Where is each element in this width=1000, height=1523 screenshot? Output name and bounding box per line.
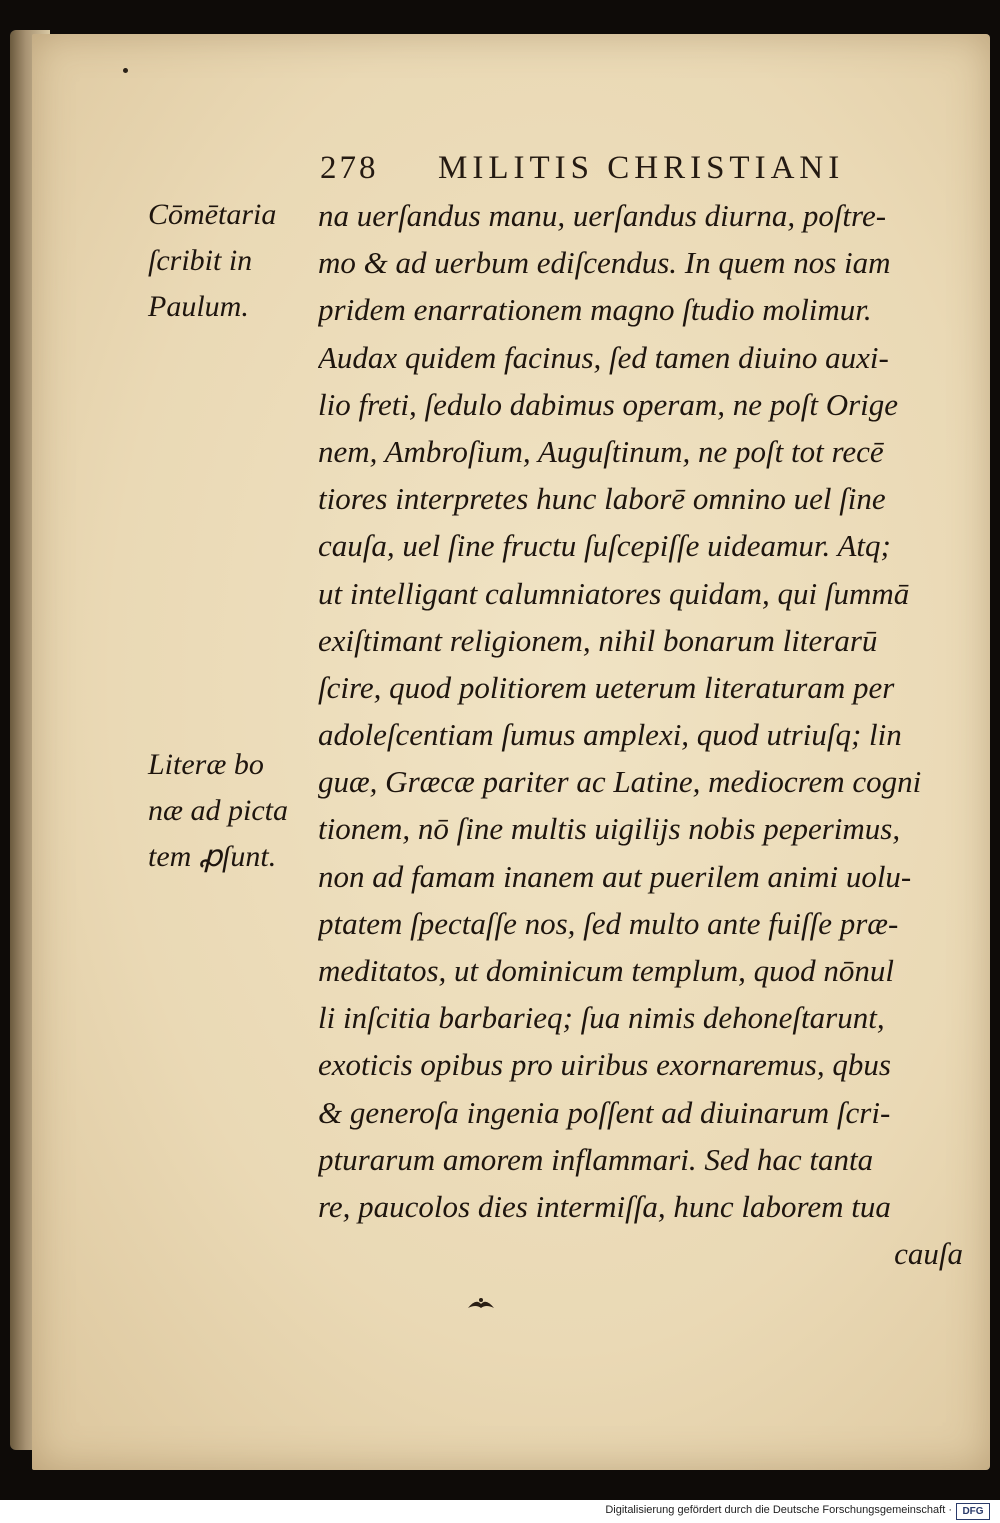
text-line: li inſcitia barbarieq; ſua nimis dehoneſtarunt, (318, 1000, 885, 1036)
text-line: lio freti, ſedulo dabimus operam, ne poſt Orige (318, 386, 899, 422)
digitization-footer (0, 1500, 1000, 1523)
margin-note-line: Literæ bo (148, 748, 264, 781)
margin-note-line: Paulum. (148, 290, 249, 323)
text-line: adoleſcentiam ſumus amplexi, quod utriuſq; lin (318, 717, 902, 753)
text-line: guæ, Græcæ pariter ac Latine, mediocrem cogni (318, 764, 922, 800)
main-text-block (318, 192, 963, 1277)
dfg-logo-icon: DFG (956, 1503, 990, 1520)
text-line: exoticis opibus pro uiribus exornaremus, qbus (318, 1047, 891, 1083)
text-line: non ad famam inanem aut puerilem animi uolu- (318, 858, 912, 894)
margin-note-commentaria (148, 192, 318, 330)
margin-note-line: næ ad picta (148, 794, 288, 827)
text-line: & generoſa ingenia poſſent ad diuinarum ſcri- (318, 1094, 891, 1130)
text-line: ut intelligant calumniatores quidam, qui ſummā (318, 575, 910, 611)
margin-note-line: Cōmētaria (148, 198, 277, 231)
margin-note-literae (148, 742, 318, 880)
text-line: na uerſandus manu, uerſandus diurna, poſtre- (318, 198, 887, 233)
ornament-icon (466, 1294, 496, 1314)
text-line: ptatem ſpectaſſe nos, ſed multo ante fuiſſe præ- (318, 905, 899, 941)
text-line: tiores interpretes hunc laborē omnino uel ſine (318, 481, 886, 517)
text-line: re, paucolos dies intermiſſa, hunc laborem tua (318, 1188, 891, 1224)
ink-speck (123, 68, 128, 73)
text-line: nem, Ambroſium, Auguſtinum, ne poſt tot recē (318, 433, 884, 469)
page-number: 278 (320, 150, 379, 186)
running-title: MILITIS CHRISTIANI (438, 150, 845, 186)
text-line: Audax quidem facinus, ſed tamen diuino auxi- (318, 339, 889, 375)
text-line: mo & ad uerbum ediſcendus. In quem nos iam (318, 245, 891, 281)
text-line: meditatos, ut dominicum templum, quod nōnul (318, 953, 895, 988)
text-line: ſcire, quod politiorem ueterum literaturam per (318, 669, 895, 705)
margin-note-line: tem ꝓſunt. (148, 840, 277, 873)
text-line: tionem, nō ſine multis uigilijs nobis peperimus, (318, 811, 901, 847)
page-header (320, 150, 960, 194)
catchword: cauſa (894, 1236, 963, 1272)
text-line: exiſtimant religionem, nihil bonarum literarū (318, 622, 878, 658)
margin-note-line: ſcribit in (148, 244, 253, 277)
text-line: pridem enarrationem magno ſtudio molimur. (318, 292, 872, 328)
text-line: cauſa, uel ſine fructu ſuſcepiſſe uideamur. Atq; (318, 528, 891, 564)
text-line: pturarum amorem inflammari. Sed hac tanta (318, 1141, 874, 1177)
funding-credit: Digitalisierung gefördert durch die Deutsche Forschungsgemeinschaft · (605, 1504, 952, 1516)
